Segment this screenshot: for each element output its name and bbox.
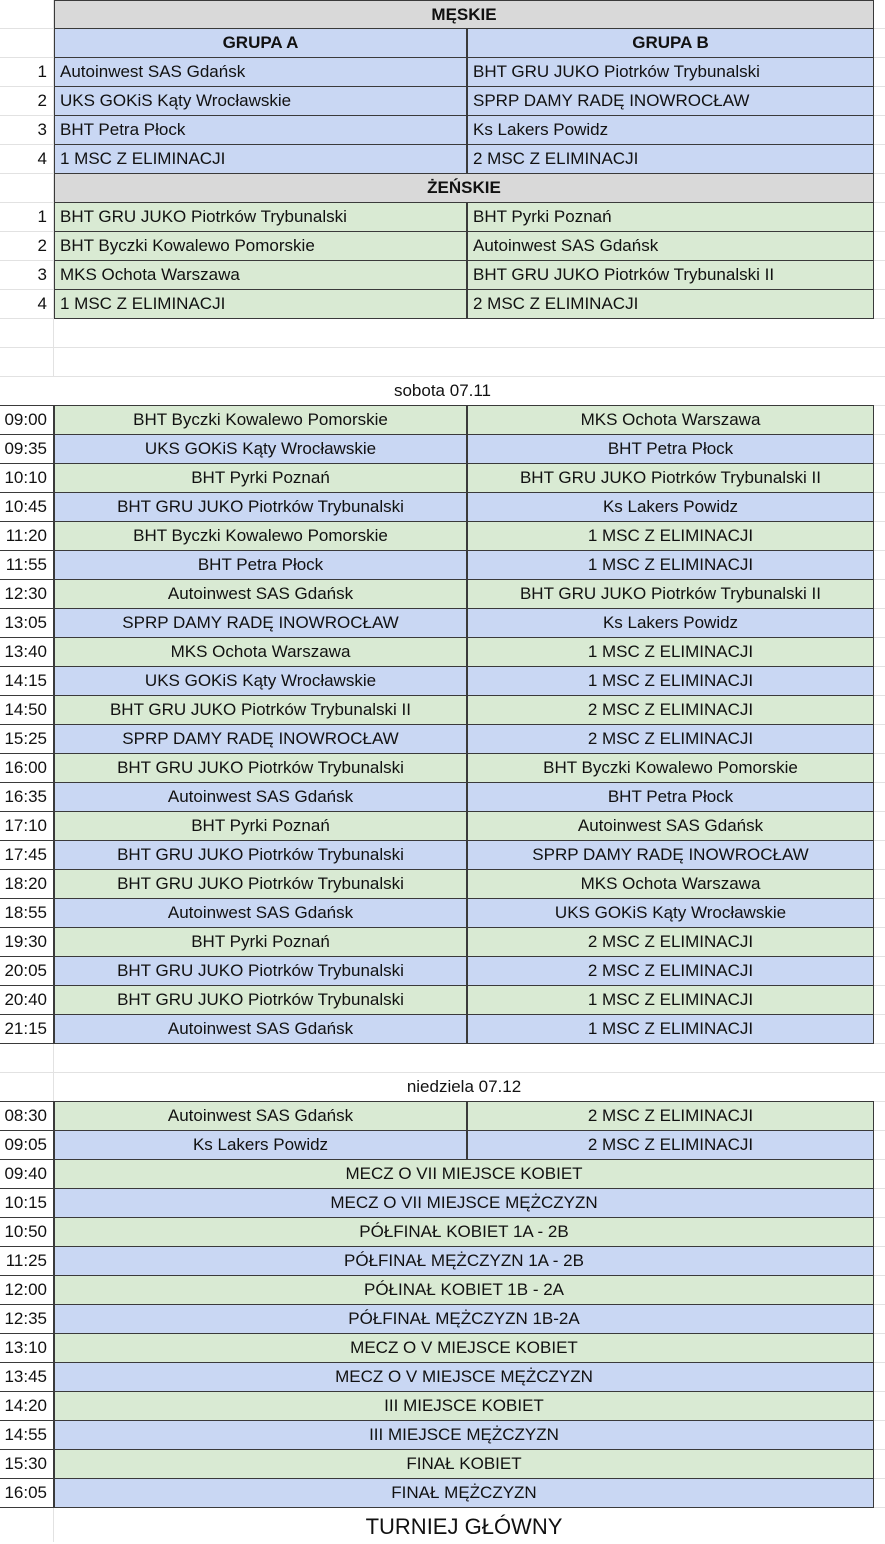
row-number: 3 <box>0 116 54 145</box>
group-header-row <box>0 29 885 58</box>
group-a-team[interactable]: BHT GRU JUKO Piotrków Trybunalski <box>54 202 467 232</box>
team-b[interactable]: BHT Byczki Kowalewo Pomorskie <box>467 753 874 783</box>
team-a[interactable]: BHT Petra Płock <box>54 550 467 580</box>
team-a[interactable]: BHT Pyrki Poznań <box>54 811 467 841</box>
men-group-row <box>0 145 885 174</box>
team-b[interactable]: 1 MSC Z ELIMINACJI <box>467 637 874 667</box>
match-time[interactable]: 13:05 <box>0 608 54 638</box>
match-row <box>0 609 885 638</box>
team-b[interactable]: 1 MSC Z ELIMINACJI <box>467 521 874 551</box>
row-number: 1 <box>0 203 54 232</box>
row-number: 4 <box>0 290 54 319</box>
row-number: 1 <box>0 58 54 87</box>
saturday-title[interactable]: sobota 07.11 <box>393 381 492 400</box>
team-b[interactable]: 1 MSC Z ELIMINACJI <box>467 550 874 580</box>
match-time[interactable]: 17:45 <box>0 840 54 870</box>
group-a-team[interactable]: 1 MSC Z ELIMINACJI <box>54 289 467 319</box>
team-b[interactable]: 1 MSC Z ELIMINACJI <box>467 1014 874 1044</box>
group-b-team[interactable]: Autoinwest SAS Gdańsk <box>467 231 874 261</box>
match-row <box>0 986 885 1015</box>
empty-row <box>0 1044 885 1073</box>
team-b[interactable]: BHT GRU JUKO Piotrków Trybunalski II <box>467 463 874 493</box>
team-a[interactable]: BHT GRU JUKO Piotrków Trybunalski <box>54 840 467 870</box>
team-a[interactable]: BHT Pyrki Poznań <box>54 463 467 493</box>
match-time[interactable]: 14:50 <box>0 695 54 725</box>
final-row <box>0 1363 885 1392</box>
match-row <box>0 957 885 986</box>
team-a[interactable]: SPRP DAMY RADĘ INOWROCŁAW <box>54 608 467 638</box>
women-group-row <box>0 261 885 290</box>
final-match-label[interactable]: III MIEJSCE KOBIET <box>54 1391 874 1421</box>
sunday-title[interactable]: niedziela 07.12 <box>406 1077 522 1096</box>
match-row <box>0 551 885 580</box>
match-row <box>0 1131 885 1160</box>
final-match-label[interactable]: MECZ O V MIEJSCE MĘŻCZYZN <box>54 1362 874 1392</box>
women-group-row <box>0 203 885 232</box>
match-time[interactable]: 11:20 <box>0 521 54 551</box>
match-row <box>0 725 885 754</box>
team-b[interactable]: MKS Ochota Warszawa <box>467 405 874 435</box>
team-b[interactable]: 2 MSC Z ELIMINACJI <box>467 1130 874 1160</box>
team-a[interactable]: BHT GRU JUKO Piotrków Trybunalski <box>54 753 467 783</box>
group-a-team[interactable]: BHT Petra Płock <box>54 115 467 145</box>
match-time[interactable]: 12:35 <box>0 1304 54 1334</box>
team-b[interactable]: 2 MSC Z ELIMINACJI <box>467 927 874 957</box>
team-b[interactable]: 2 MSC Z ELIMINACJI <box>467 724 874 754</box>
match-row <box>0 638 885 667</box>
men-title[interactable]: MĘSKIE <box>54 0 874 29</box>
final-match-label[interactable]: III MIEJSCE MĘŻCZYZN <box>54 1420 874 1450</box>
team-b[interactable]: UKS GOKiS Kąty Wrocławskie <box>467 898 874 928</box>
match-time[interactable]: 10:15 <box>0 1188 54 1218</box>
final-row <box>0 1334 885 1363</box>
team-b[interactable]: MKS Ochota Warszawa <box>467 869 874 899</box>
men-group-row <box>0 58 885 87</box>
women-title-row <box>0 174 885 203</box>
match-time[interactable]: 10:45 <box>0 492 54 522</box>
group-a-team[interactable]: BHT Byczki Kowalewo Pomorskie <box>54 231 467 261</box>
match-time[interactable]: 18:20 <box>0 869 54 899</box>
final-match-label[interactable]: PÓŁINAŁ KOBIET 1B - 2A <box>54 1275 874 1305</box>
final-match-label[interactable]: FINAŁ MĘŻCZYZN <box>54 1478 874 1508</box>
row-number: 3 <box>0 261 54 290</box>
final-row <box>0 1247 885 1276</box>
match-row <box>0 580 885 609</box>
match-time[interactable]: 13:10 <box>0 1333 54 1363</box>
team-a[interactable]: BHT GRU JUKO Piotrków Trybunalski <box>54 956 467 986</box>
team-a[interactable]: BHT Pyrki Poznań <box>54 927 467 957</box>
team-b[interactable]: 1 MSC Z ELIMINACJI <box>467 666 874 696</box>
team-b[interactable]: 1 MSC Z ELIMINACJI <box>467 985 874 1015</box>
match-time[interactable]: 14:55 <box>0 1420 54 1450</box>
empty-row <box>0 348 885 377</box>
group-b-team[interactable]: 2 MSC Z ELIMINACJI <box>467 289 874 319</box>
match-time[interactable]: 14:15 <box>0 666 54 696</box>
final-row <box>0 1392 885 1421</box>
men-group-row <box>0 116 885 145</box>
final-row <box>0 1189 885 1218</box>
match-row <box>0 928 885 957</box>
team-a[interactable]: BHT GRU JUKO Piotrków Trybunalski <box>54 869 467 899</box>
match-time[interactable]: 13:40 <box>0 637 54 667</box>
group-b-team[interactable]: SPRP DAMY RADĘ INOWROCŁAW <box>467 86 874 116</box>
team-b[interactable]: BHT Petra Płock <box>467 434 874 464</box>
final-match-label[interactable]: MECZ O VII MIEJSCE KOBIET <box>54 1159 874 1189</box>
match-time[interactable]: 15:30 <box>0 1449 54 1479</box>
match-row <box>0 870 885 899</box>
match-time[interactable]: 09:40 <box>0 1159 54 1189</box>
team-a[interactable]: Autoinwest SAS Gdańsk <box>54 1101 467 1131</box>
final-match-label[interactable]: MECZ O VII MIEJSCE MĘŻCZYZN <box>54 1188 874 1218</box>
team-b[interactable]: 2 MSC Z ELIMINACJI <box>467 956 874 986</box>
match-time[interactable]: 14:20 <box>0 1391 54 1421</box>
final-row <box>0 1450 885 1479</box>
team-a[interactable]: BHT GRU JUKO Piotrków Trybunalski II <box>54 695 467 725</box>
team-a[interactable]: Autoinwest SAS Gdańsk <box>54 782 467 812</box>
match-time[interactable]: 18:55 <box>0 898 54 928</box>
group-b-team[interactable]: BHT GRU JUKO Piotrków Trybunalski <box>467 57 874 87</box>
match-row <box>0 812 885 841</box>
match-row <box>0 1015 885 1044</box>
team-b[interactable]: 2 MSC Z ELIMINACJI <box>467 1101 874 1131</box>
match-row <box>0 754 885 783</box>
empty-row <box>0 319 885 348</box>
match-time[interactable]: 11:25 <box>0 1246 54 1276</box>
match-time[interactable]: 20:40 <box>0 985 54 1015</box>
final-match-label[interactable]: PÓŁFINAŁ MĘŻCZYZN 1B-2A <box>54 1304 874 1334</box>
team-b[interactable]: Ks Lakers Powidz <box>467 608 874 638</box>
match-time[interactable]: 20:05 <box>0 956 54 986</box>
team-a[interactable]: BHT Byczki Kowalewo Pomorskie <box>54 521 467 551</box>
team-a[interactable]: BHT GRU JUKO Piotrków Trybunalski <box>54 985 467 1015</box>
group-b-team[interactable]: Ks Lakers Powidz <box>467 115 874 145</box>
team-a[interactable]: UKS GOKiS Kąty Wrocławskie <box>54 434 467 464</box>
match-time[interactable]: 10:10 <box>0 463 54 493</box>
group-a-team[interactable]: UKS GOKiS Kąty Wrocławskie <box>54 86 467 116</box>
match-time[interactable]: 12:30 <box>0 579 54 609</box>
match-time[interactable]: 21:15 <box>0 1014 54 1044</box>
match-row <box>0 899 885 928</box>
match-time[interactable]: 17:10 <box>0 811 54 841</box>
match-time[interactable]: 12:00 <box>0 1275 54 1305</box>
match-time[interactable]: 19:30 <box>0 927 54 957</box>
final-row <box>0 1276 885 1305</box>
team-a[interactable]: Ks Lakers Powidz <box>54 1130 467 1160</box>
final-row <box>0 1421 885 1450</box>
saturday-title-row <box>0 377 885 406</box>
team-a[interactable]: Autoinwest SAS Gdańsk <box>54 898 467 928</box>
match-row <box>0 667 885 696</box>
team-a[interactable]: BHT GRU JUKO Piotrków Trybunalski <box>54 492 467 522</box>
group-a-team[interactable]: MKS Ochota Warszawa <box>54 260 467 290</box>
match-row <box>0 493 885 522</box>
team-b[interactable]: Ks Lakers Powidz <box>467 492 874 522</box>
footer-row <box>0 1508 885 1542</box>
team-a[interactable]: Autoinwest SAS Gdańsk <box>54 579 467 609</box>
women-group-row <box>0 290 885 319</box>
match-time[interactable]: 09:00 <box>0 405 54 435</box>
match-time[interactable]: 16:35 <box>0 782 54 812</box>
match-time[interactable]: 11:55 <box>0 550 54 580</box>
final-row <box>0 1218 885 1247</box>
group-b-header[interactable]: GRUPA B <box>467 28 874 58</box>
team-b[interactable]: SPRP DAMY RADĘ INOWROCŁAW <box>467 840 874 870</box>
match-time[interactable]: 16:05 <box>0 1478 54 1508</box>
team-b[interactable]: BHT Petra Płock <box>467 782 874 812</box>
final-match-label[interactable]: PÓŁFINAŁ MĘŻCZYZN 1A - 2B <box>54 1246 874 1276</box>
final-row <box>0 1305 885 1334</box>
team-a[interactable]: BHT Byczki Kowalewo Pomorskie <box>54 405 467 435</box>
match-time[interactable]: 08:30 <box>0 1101 54 1131</box>
row-number: 4 <box>0 145 54 174</box>
match-time[interactable]: 09:05 <box>0 1130 54 1160</box>
row-number: 2 <box>0 232 54 261</box>
men-title-row <box>0 0 885 29</box>
men-group-row <box>0 87 885 116</box>
match-time[interactable]: 16:00 <box>0 753 54 783</box>
sunday-title-row <box>0 1073 885 1102</box>
row-number: 2 <box>0 87 54 116</box>
match-row <box>0 841 885 870</box>
group-a-team[interactable]: Autoinwest SAS Gdańsk <box>54 57 467 87</box>
group-a-header[interactable]: GRUPA A <box>54 28 467 58</box>
team-b[interactable]: BHT GRU JUKO Piotrków Trybunalski II <box>467 579 874 609</box>
match-time[interactable]: 09:35 <box>0 434 54 464</box>
final-row <box>0 1160 885 1189</box>
footer-title[interactable]: TURNIEJ GŁÓWNY <box>365 1514 563 1539</box>
match-time[interactable]: 13:45 <box>0 1362 54 1392</box>
match-row <box>0 464 885 493</box>
final-row <box>0 1479 885 1508</box>
match-row <box>0 696 885 725</box>
group-b-team[interactable]: BHT Pyrki Poznań <box>467 202 874 232</box>
group-a-team[interactable]: 1 MSC Z ELIMINACJI <box>54 144 467 174</box>
team-a[interactable]: Autoinwest SAS Gdańsk <box>54 1014 467 1044</box>
match-row <box>0 406 885 435</box>
group-b-team[interactable]: 2 MSC Z ELIMINACJI <box>467 144 874 174</box>
match-row <box>0 783 885 812</box>
match-time[interactable]: 10:50 <box>0 1217 54 1247</box>
women-title[interactable]: ŻEŃSKIE <box>54 173 874 203</box>
women-group-row <box>0 232 885 261</box>
group-b-team[interactable]: BHT GRU JUKO Piotrków Trybunalski II <box>467 260 874 290</box>
team-a[interactable]: UKS GOKiS Kąty Wrocławskie <box>54 666 467 696</box>
match-row <box>0 435 885 464</box>
match-row <box>0 1102 885 1131</box>
match-time[interactable]: 15:25 <box>0 724 54 754</box>
match-row <box>0 522 885 551</box>
team-b[interactable]: 2 MSC Z ELIMINACJI <box>467 695 874 725</box>
team-b[interactable]: Autoinwest SAS Gdańsk <box>467 811 874 841</box>
team-a[interactable]: MKS Ochota Warszawa <box>54 637 467 667</box>
final-match-label[interactable]: MECZ O V MIEJSCE KOBIET <box>54 1333 874 1363</box>
team-a[interactable]: SPRP DAMY RADĘ INOWROCŁAW <box>54 724 467 754</box>
final-match-label[interactable]: FINAŁ KOBIET <box>54 1449 874 1479</box>
final-match-label[interactable]: PÓŁFINAŁ KOBIET 1A - 2B <box>54 1217 874 1247</box>
